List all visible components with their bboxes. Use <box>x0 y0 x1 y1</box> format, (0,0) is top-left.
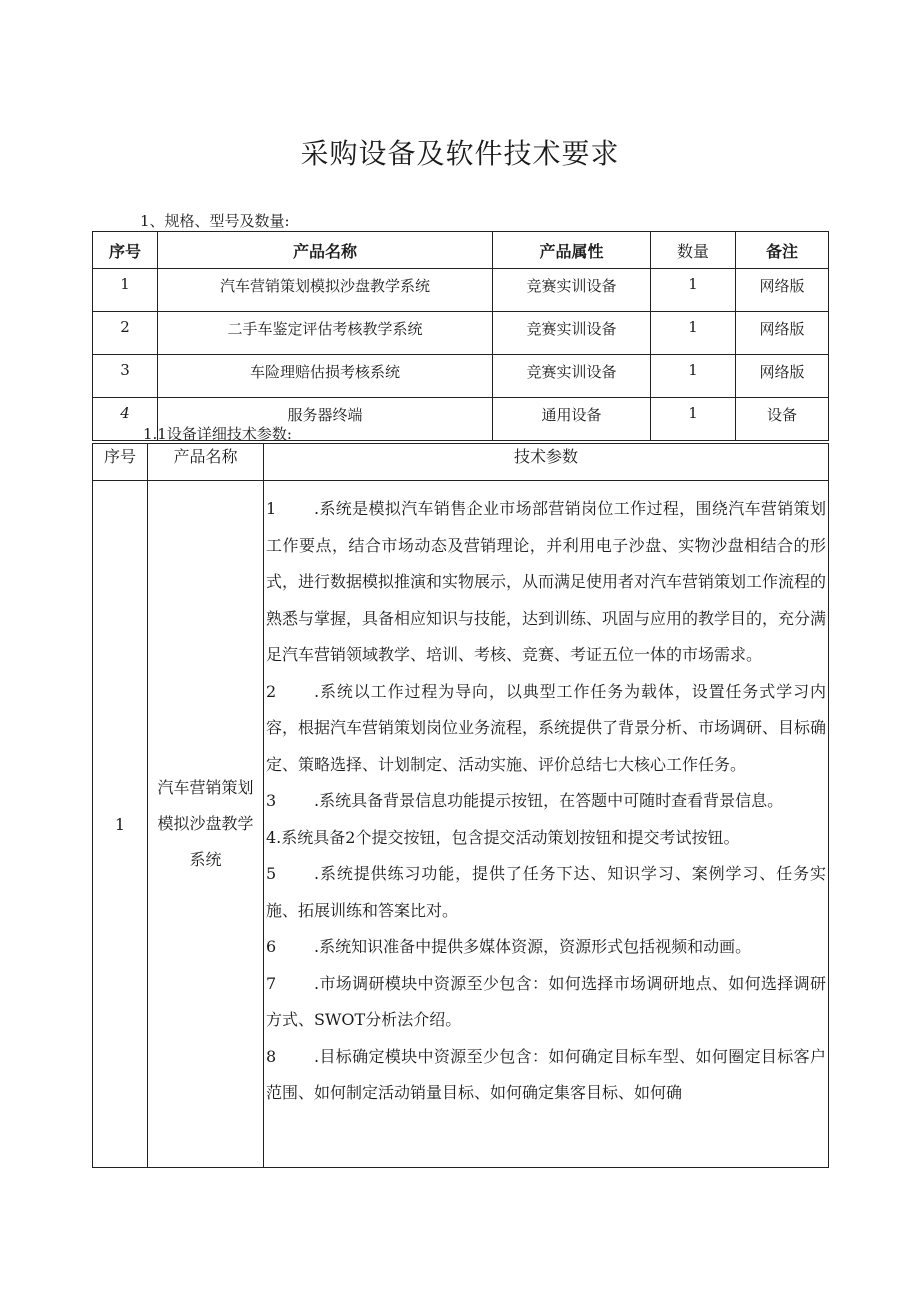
cell-index: 1 <box>93 481 148 1168</box>
header-tech-params: 技术参数 <box>264 444 829 481</box>
table-row <box>93 481 829 1168</box>
header-product-name: 产品名称 <box>158 232 493 269</box>
cell-product-name: 汽车营销策划模拟沙盘教学系统 <box>158 269 493 312</box>
cell-index: 1 <box>93 269 158 312</box>
table-row <box>93 269 829 312</box>
header-product-name: 产品名称 <box>148 444 264 481</box>
param-item: 8 .目标确定模块中资源至少包含：如何确定目标车型、如何圈定目标客户范围、如何制定活动销量目标、如何确定集客目标、如何确 <box>266 1046 826 1102</box>
table-row <box>93 312 829 355</box>
param-item: 4.系统具备2个提交按钮，包含提交活动策划按钮和提交考试按钮。 <box>266 827 740 847</box>
quantity-table <box>92 231 829 441</box>
cell-remark: 设备 <box>736 398 829 441</box>
cell-product-name: 汽车营销策划模拟沙盘教学系统 <box>148 481 264 1168</box>
cell-attribute: 通用设备 <box>493 398 651 441</box>
header-remark: 备注 <box>736 232 829 269</box>
header-index: 序号 <box>93 232 158 269</box>
cell-product-name: 服务器终端 <box>158 398 493 441</box>
cell-attribute: 竞赛实训设备 <box>493 355 651 398</box>
cell-product-name: 二手车鉴定评估考核教学系统 <box>158 312 493 355</box>
section-heading-tech-params: 1.1设备详细技术参数: <box>143 425 292 443</box>
param-item: 2 .系统以工作过程为导向，以典型工作任务为载体，设置任务式学习内容，根据汽车营销策划岗位业务流程，系统提供了背景分析、市场调研、目标确定、策略选择、计划制定、活动实施、评价总结七大核心工作任务。 <box>266 681 827 774</box>
document-title: 采购设备及软件技术要求 <box>300 137 620 170</box>
param-item: 5 .系统提供练习功能，提供了任务下达、知识学习、案例学习、任务实施、拓展训练和答案比对。 <box>266 864 826 920</box>
header-product-attribute: 产品属性 <box>493 232 651 269</box>
section-heading-specs: 1、规格、型号及数量: <box>140 212 290 230</box>
tech-params-table <box>92 443 829 1168</box>
table-header-row <box>93 444 829 481</box>
cell-tech-params <box>264 481 829 1168</box>
cell-quantity: 1 <box>651 355 736 398</box>
param-item: 7 .市场调研模块中资源至少包含：如何选择市场调研地点、如何选择调研方式、SWOT分析法介绍。 <box>266 973 826 1029</box>
cell-remark: 网络版 <box>736 269 829 312</box>
cell-remark: 网络版 <box>736 312 829 355</box>
cell-index: 3 <box>93 355 158 398</box>
cell-attribute: 竞赛实训设备 <box>493 312 651 355</box>
cell-quantity: 1 <box>651 312 736 355</box>
table-row <box>93 355 829 398</box>
header-index: 序号 <box>93 444 148 481</box>
cell-product-name: 车险理赔估损考核系统 <box>158 355 493 398</box>
cell-index: 4 <box>93 398 158 441</box>
param-item: 1 .系统是模拟汽车销售企业市场部营销岗位工作过程，围绕汽车营销策划工作要点，结合市场动态及营销理论，并利用电子沙盘、实物沙盘相结合的形式，进行数据模拟推演和实物展示，从而满足使用者对汽车营销策划工作流程的熟悉与掌握，具备相应知识与技能，达到训练、巩固与应用的教学目的，充分满足汽车营销领域教学、培训、考核、竞赛、考证五位一体的市场需求。 <box>266 499 827 664</box>
header-quantity: 数量 <box>651 232 736 269</box>
param-item: 6 .系统知识准备中提供多媒体资源，资源形式包括视频和动画。 <box>266 937 752 956</box>
cell-index: 2 <box>93 312 158 355</box>
table-header-row <box>93 232 829 269</box>
cell-attribute: 竞赛实训设备 <box>493 269 651 312</box>
cell-quantity: 1 <box>651 269 736 312</box>
cell-quantity: 1 <box>651 398 736 441</box>
cell-remark: 网络版 <box>736 355 829 398</box>
param-item: 3 .系统具备背景信息功能提示按钮，在答题中可随时查看背景信息。 <box>266 791 784 810</box>
